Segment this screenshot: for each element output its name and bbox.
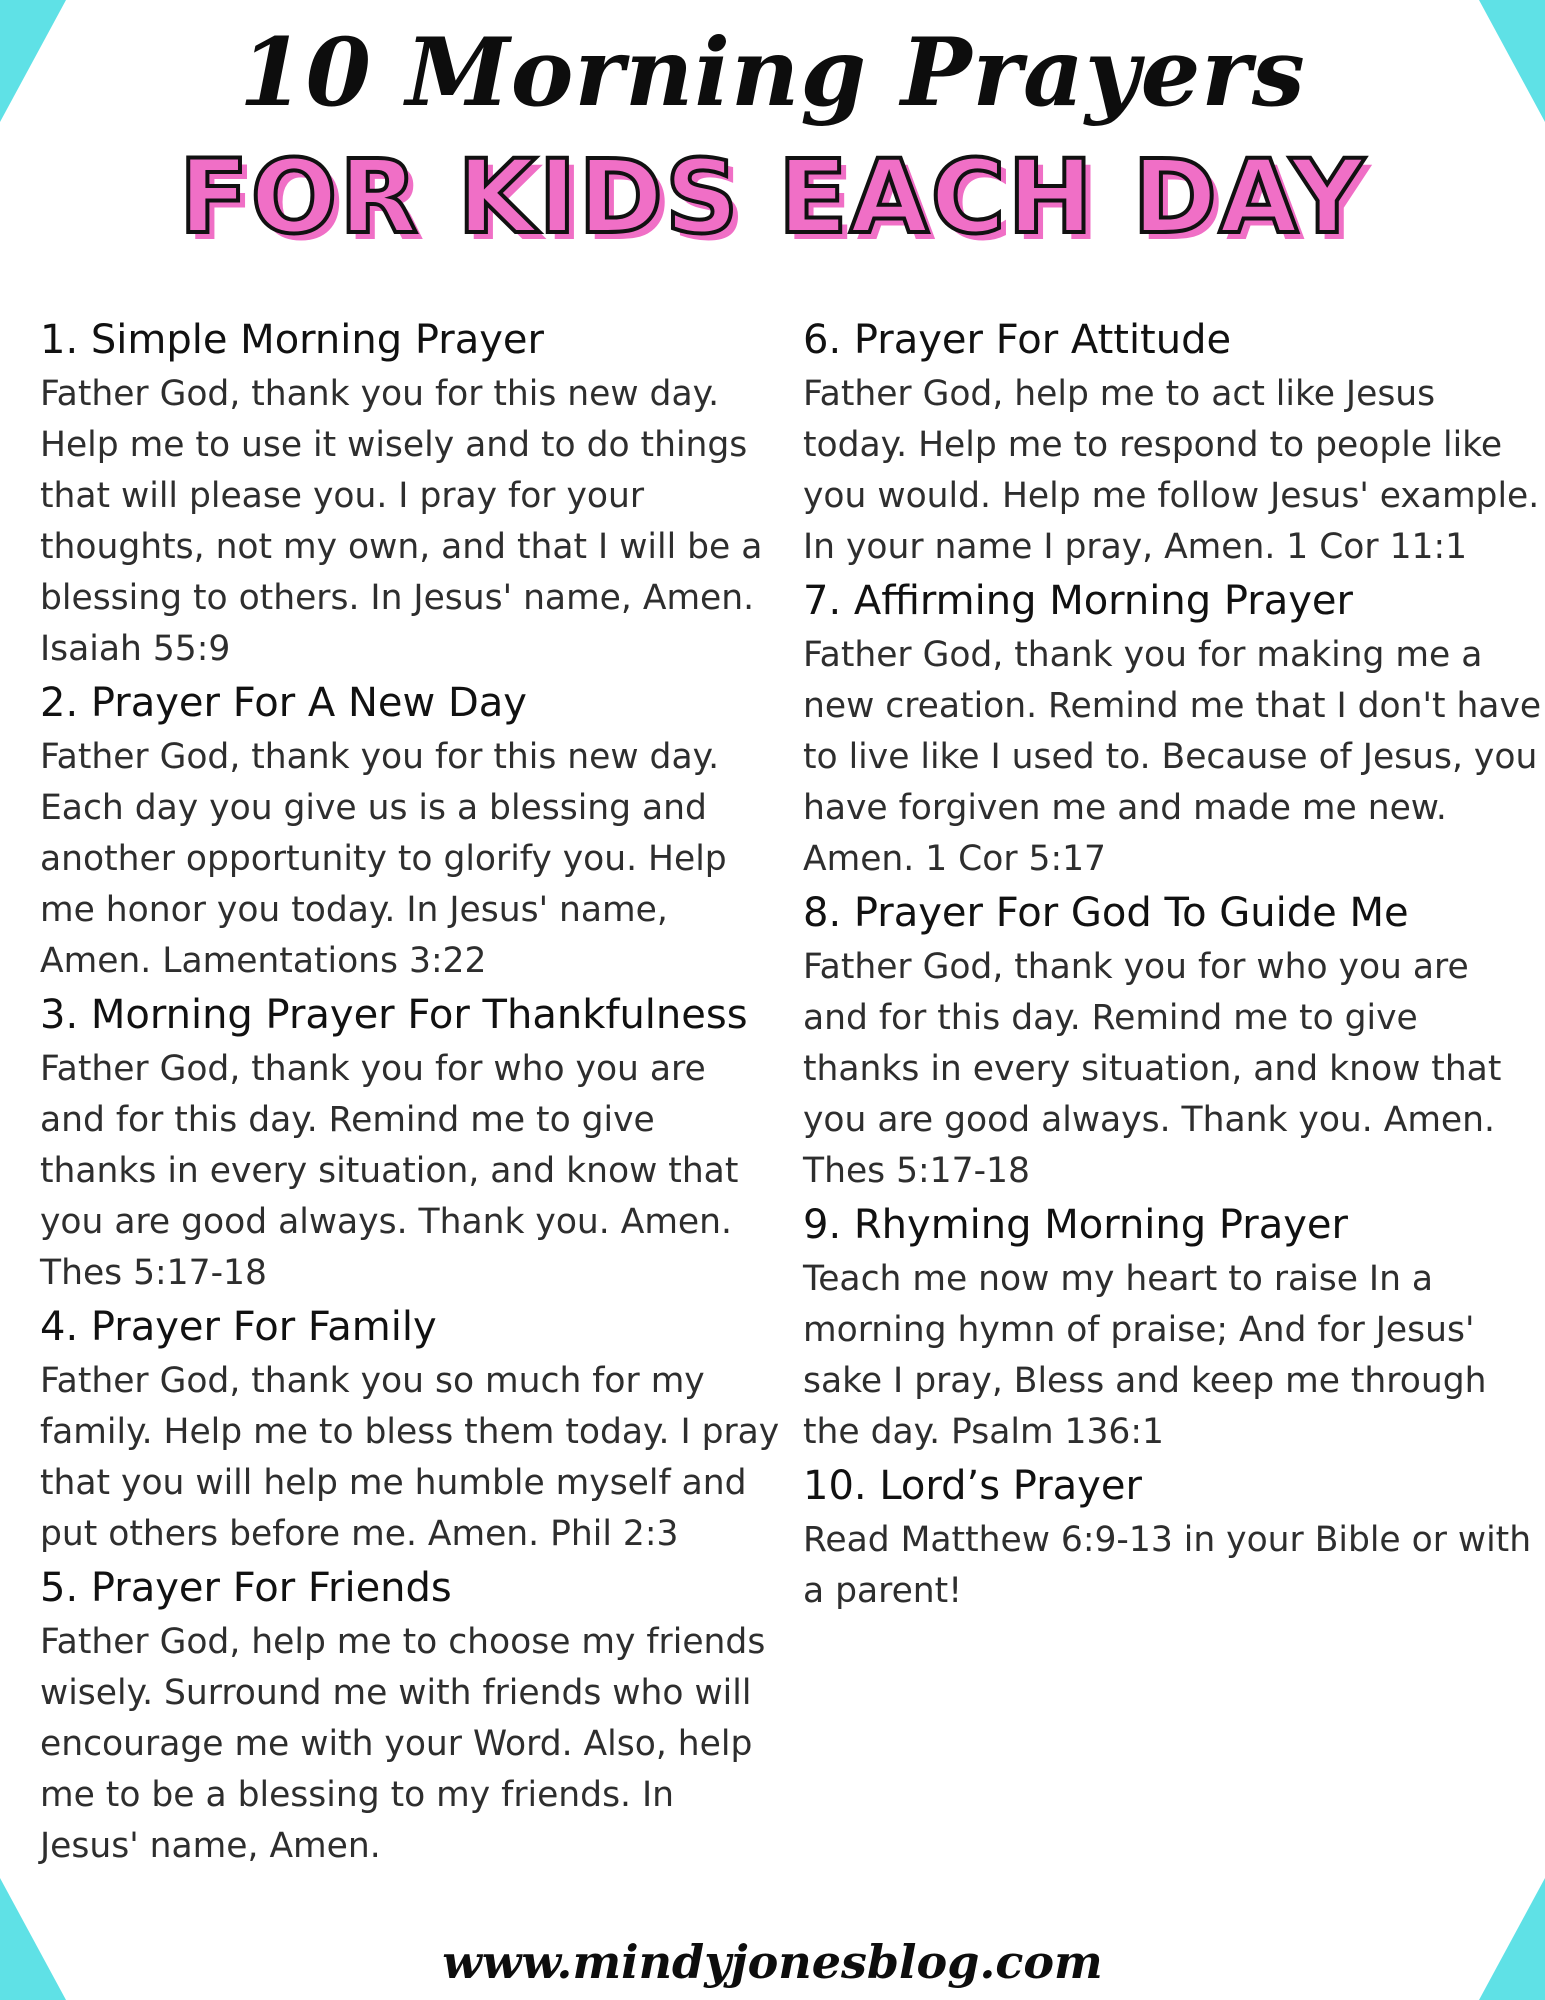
prayer-text: Teach me now my heart to raise In a morning hymn of praise; And for Jesus' sake I pray, Bless and keep me through the day. Psalm 136:1 xyxy=(803,1259,1487,1452)
prayer-heading: 3. Morning Prayer For Thankfulness xyxy=(40,992,748,1038)
prayer-item-6 xyxy=(803,312,1543,573)
prayer-item-9 xyxy=(803,1197,1543,1458)
prayer-text: Father God, thank you for who you are and for this day. Remind me to give thanks in every situation, and know that you are good always. Thank you. Amen. Thes 5:17-18 xyxy=(803,947,1502,1191)
prayer-item-10 xyxy=(803,1458,1543,1617)
page-title: 10 Morning Prayers xyxy=(239,18,1306,128)
prayer-heading: 7. Affirming Morning Prayer xyxy=(803,578,1353,624)
prayer-item-3 xyxy=(40,987,780,1299)
prayer-heading: 6. Prayer For Attitude xyxy=(803,317,1232,363)
prayer-item-5 xyxy=(40,1560,780,1872)
prayer-heading: 5. Prayer For Friends xyxy=(40,1565,452,1611)
prayer-column-left xyxy=(40,312,780,1872)
prayer-text: Father God, thank you for this new day. Each day you give us is a blessing and another opportunity to glorify you. Help me honor you today. In Jesus' name, Amen. Lamentations 3:22 xyxy=(40,737,727,981)
prayer-heading: 9. Rhyming Morning Prayer xyxy=(803,1202,1348,1248)
page-subtitle: FOR KIDS EACH DAY xyxy=(178,138,1367,257)
prayer-heading: 10. Lord’s Prayer xyxy=(803,1463,1142,1509)
prayer-heading: 4. Prayer For Family xyxy=(40,1304,437,1350)
prayer-heading: 8. Prayer For God To Guide Me xyxy=(803,890,1409,936)
prayer-text: Father God, help me to choose my friends wisely. Surround me with friends who will encourage me with your Word. Also, help me to be a blessing to my friends. In Jesus' name, Amen. xyxy=(40,1622,766,1866)
prayer-text: Father God, thank you for making me a new creation. Remind me that I don't have to live like I used to. Because of Jesus, you have forgiven me and made me new. Amen. 1 Cor 5:17 xyxy=(803,635,1542,879)
prayer-heading: 1. Simple Morning Prayer xyxy=(40,317,544,363)
prayer-item-2 xyxy=(40,675,780,987)
prayer-item-1 xyxy=(40,312,780,675)
website-url: www.mindyjonesblog.com xyxy=(442,1935,1103,1989)
prayer-text: Father God, thank you for this new day. Help me to use it wisely and to do things that will please you. I pray for your thoughts, not my own, and that I will be a blessing to others. In Jesus' name, Amen. Isaiah 55:9 xyxy=(40,374,763,669)
prayer-item-7 xyxy=(803,573,1543,885)
prayer-heading: 2. Prayer For A New Day xyxy=(40,680,527,726)
prayer-column-right xyxy=(803,312,1543,1617)
prayer-item-4 xyxy=(40,1299,780,1560)
prayer-text: Father God, thank you for who you are and for this day. Remind me to give thanks in every situation, and know that you are good always. Thank you. Amen. Thes 5:17-18 xyxy=(40,1049,739,1293)
prayer-text: Read Matthew 6:9-13 in your Bible or with a parent! xyxy=(803,1520,1532,1611)
prayer-item-8 xyxy=(803,885,1543,1197)
prayer-text: Father God, thank you so much for my family. Help me to bless them today. I pray that you will help me humble myself and put others before me. Amen. Phil 2:3 xyxy=(40,1361,780,1554)
prayer-text: Father God, help me to act like Jesus today. Help me to respond to people like you would. Help me follow Jesus' example. In your name I pray, Amen. 1 Cor 11:1 xyxy=(803,374,1540,567)
